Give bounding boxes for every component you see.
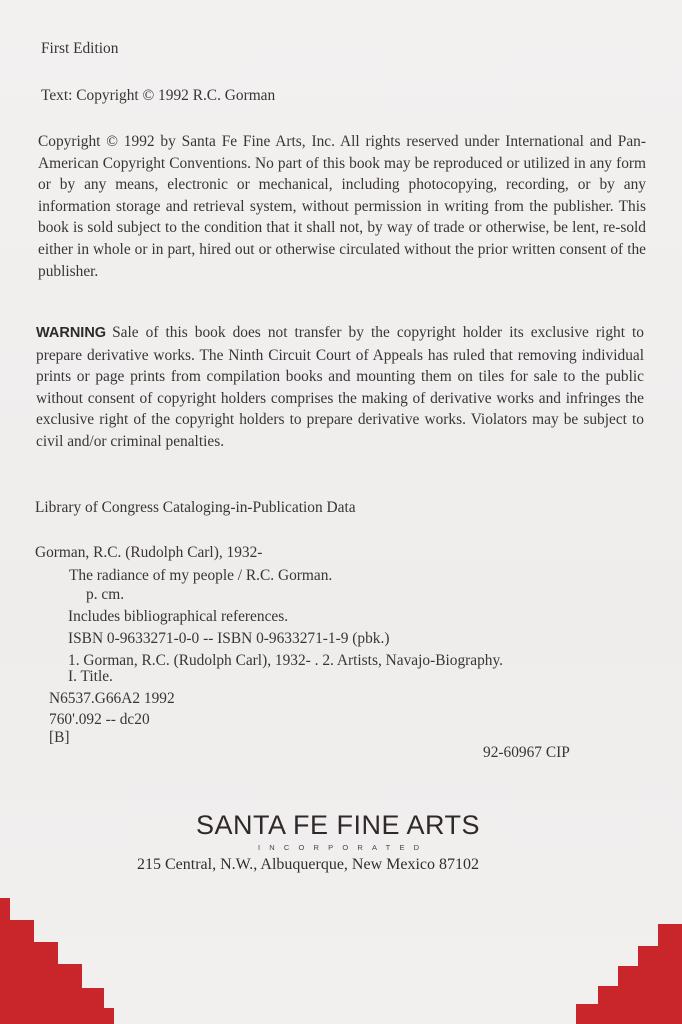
warning-label: WARNING <box>36 325 107 341</box>
cataloging-line: I. Title. <box>68 668 113 685</box>
cataloging-line: The radiance of my people / R.C. Gorman. <box>69 567 333 584</box>
stepped-pattern-left <box>0 890 120 1024</box>
warning-paragraph <box>36 322 644 453</box>
edition-line: First Edition <box>41 40 119 57</box>
cip-number: 92-60967 CIP <box>483 744 570 761</box>
publisher-logo: SANTA FE FINE ARTS <box>196 810 481 840</box>
cataloging-line: 760'.092 -- dc20 <box>49 711 150 728</box>
cataloging-line: 1. Gorman, R.C. (Rudolph Carl), 1932- . 2. Artists, Navajo-Biography. <box>68 652 504 669</box>
warning-text: Sale of this book does not transfer by the copyright holder its exclusive right to prepare derivative works. The Ninth Circuit Court of Appeals has ruled that removing individual prints or page prints from compilation books and mounting them on tiles for sale to the public without consent of copyright holders comprises the making of derivative works and infringes the exclusive right of the copyright holders to prepare derivative works. Violators may be subject to civil and/or criminal penalties. <box>36 324 644 450</box>
cataloging-line: Gorman, R.C. (Rudolph Carl), 1932- <box>35 544 263 561</box>
publisher-address: 215 Central, N.W., Albuquerque, New Mexico 87102 <box>137 856 480 873</box>
cataloging-line: ISBN 0-9633271-0-0 -- ISBN 0-9633271-1-9 (pbk.) <box>68 630 390 647</box>
cataloging-line: p. cm. <box>86 586 125 603</box>
publisher-incorporated: INCORPORATED <box>258 843 429 852</box>
cataloging-line: [B] <box>49 729 70 746</box>
copyright-paragraph: Copyright © 1992 by Santa Fe Fine Arts, Inc. All rights reserved under International and Pan-American Copyright Conventions. No part of this book may be reproduced or utilized in any form or by any means, electronic or mechanical, including photocopying, recording, or by any information storage and retrieval system, without permission in writing from the publisher. This book is sold subject to the condition that it shall not, by way of trade or otherwise, be lent, re-sold either in whole or in part, hired out or otherwise circulated without the prior written consent of the publisher. <box>38 133 646 280</box>
cataloging-line: Includes bibliographical references. <box>68 608 289 625</box>
stepped-pattern-right <box>566 920 682 1024</box>
cataloging-heading: Library of Congress Cataloging-in-Publication Data <box>35 499 356 516</box>
text-copyright-line: Text: Copyright © 1992 R.C. Gorman <box>41 87 276 104</box>
cataloging-line: N6537.G66A2 1992 <box>49 690 175 707</box>
